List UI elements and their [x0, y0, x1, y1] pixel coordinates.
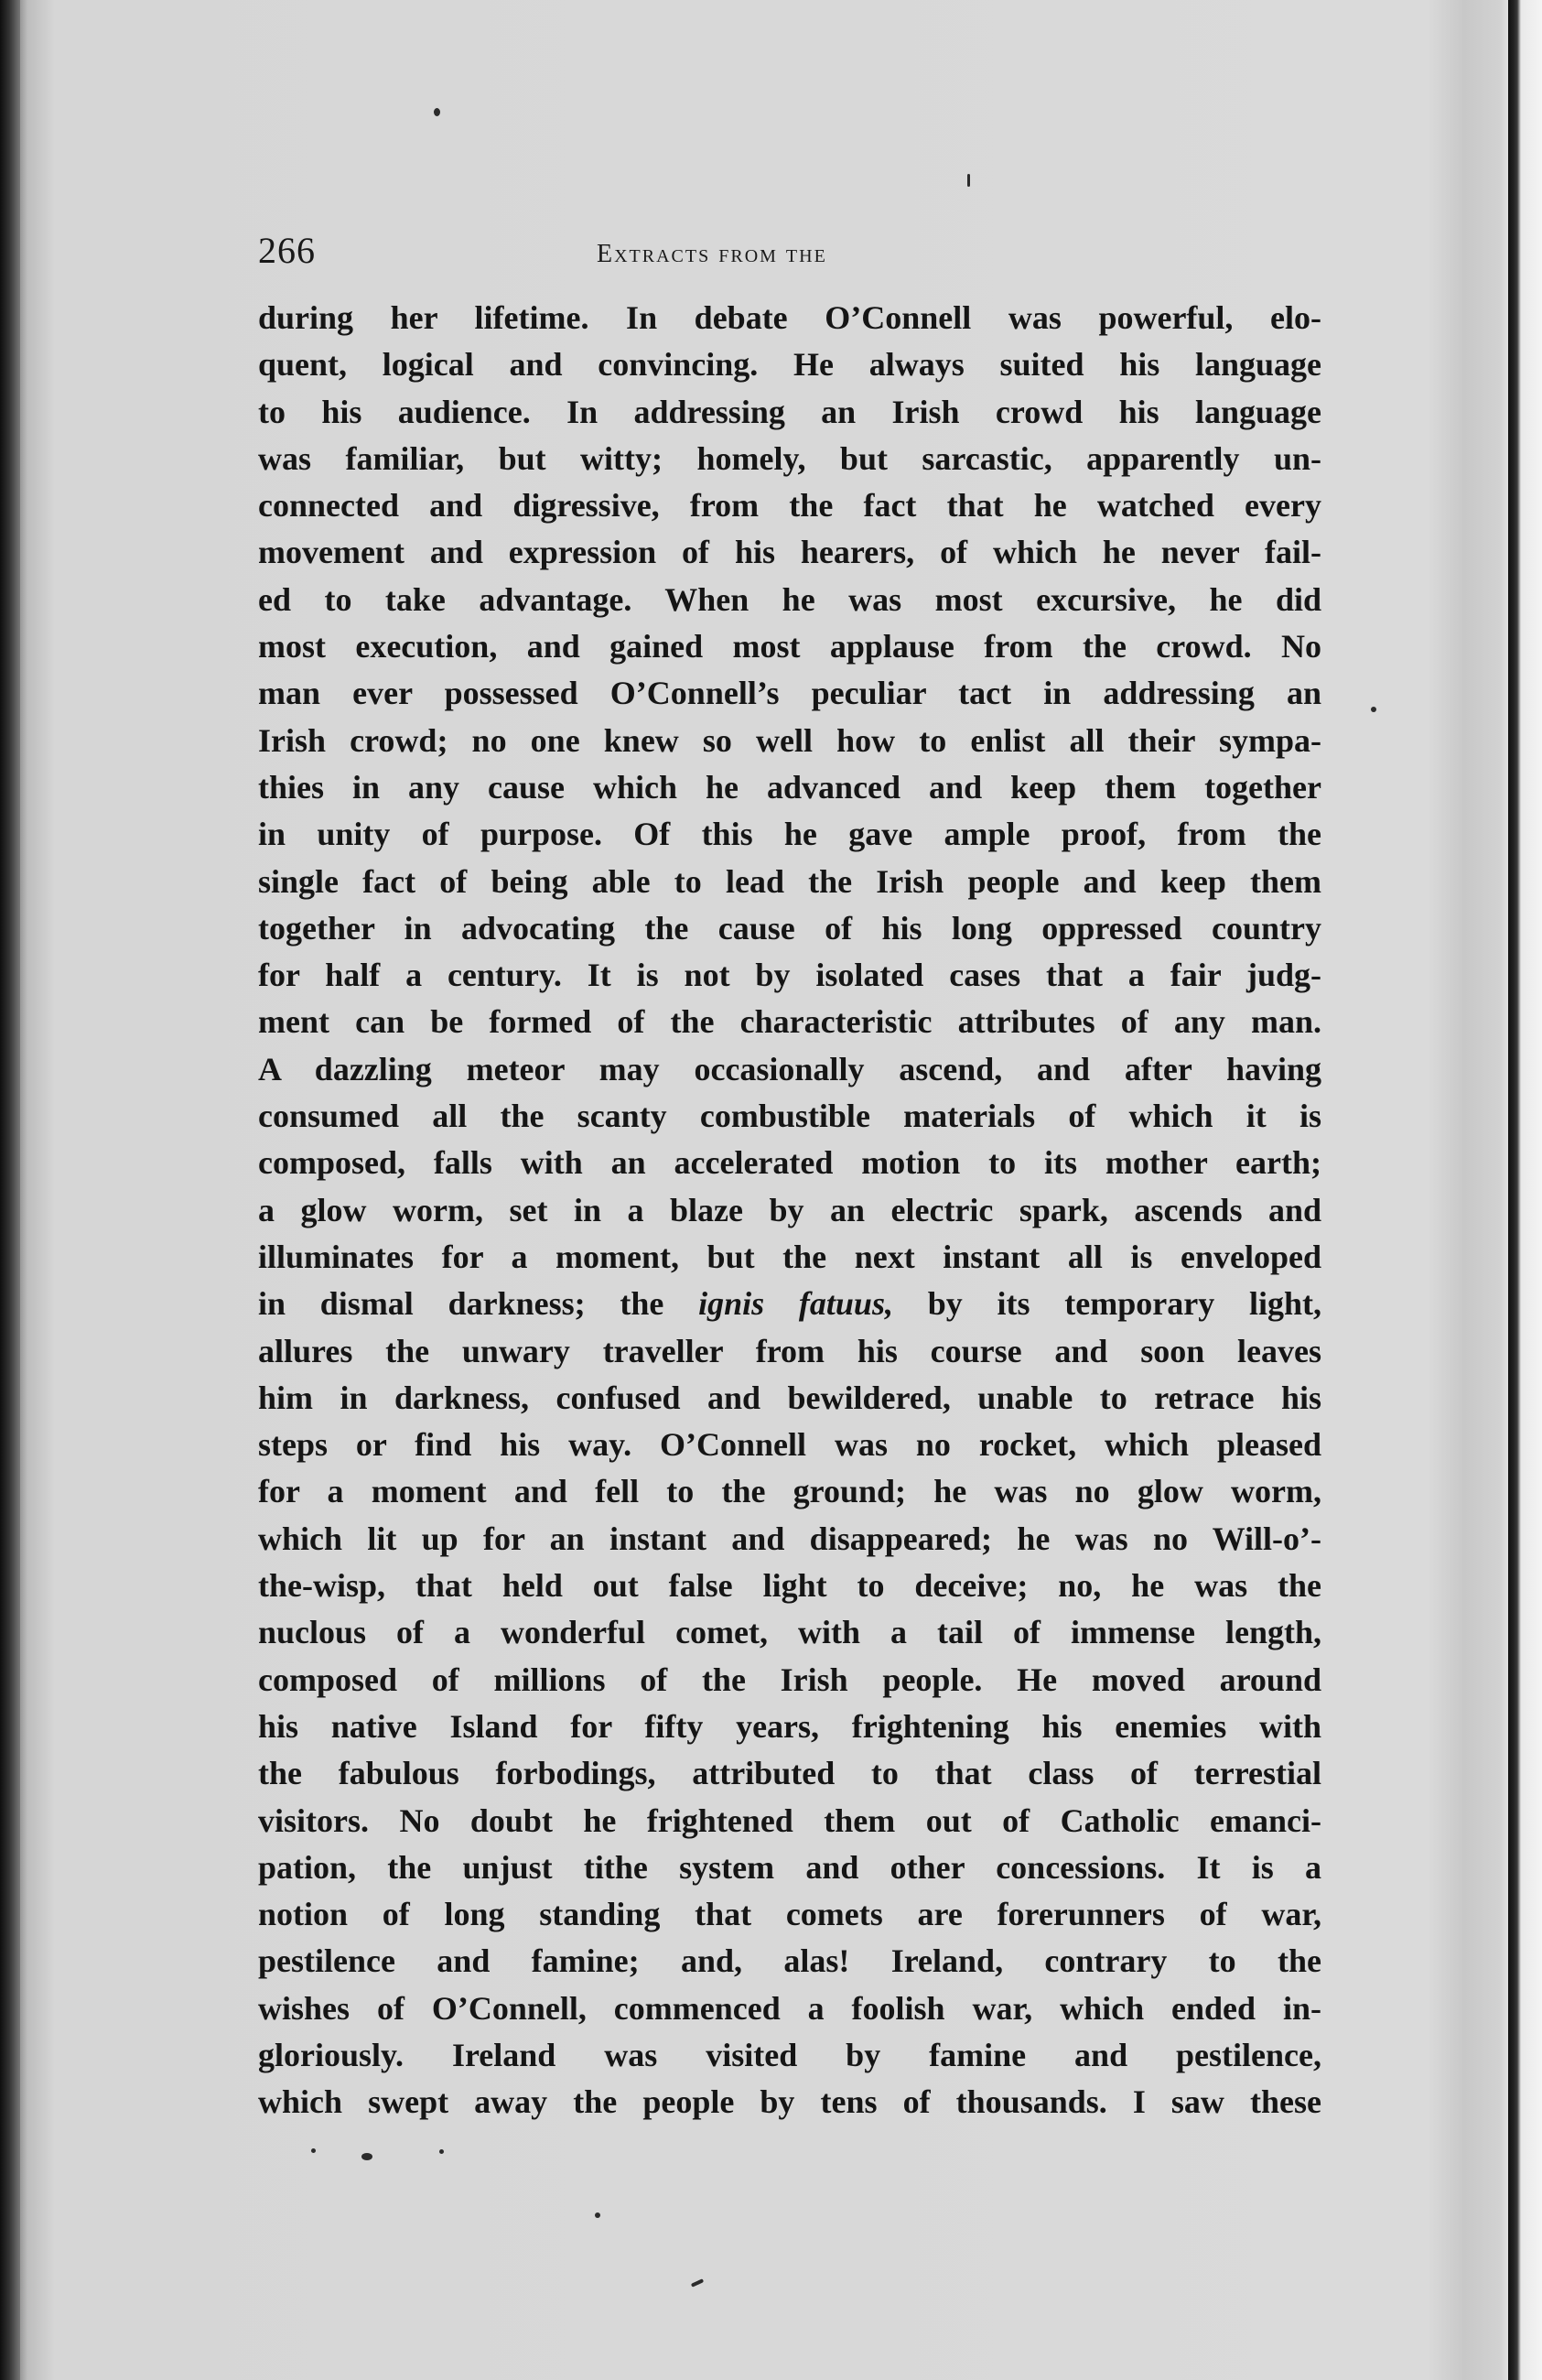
ink-speck	[311, 2148, 316, 2153]
ink-speck	[361, 2153, 372, 2160]
text-line: notion of long standing that comets are forerunners of war,	[258, 1896, 1321, 1933]
text-line: during her lifetime. In debate O’Connell was powerful, elo-	[258, 299, 1321, 336]
body-text	[258, 295, 1321, 2126]
text-line: most execution, and gained most applause from the crowd. No	[258, 628, 1321, 665]
text-line: A dazzling meteor may occasionally ascend, and after having	[258, 1050, 1321, 1087]
text-line: pation, the unjust tithe system and other concessions. It is a	[258, 1848, 1321, 1886]
text-line: the fabulous forbodings, attributed to that class of terrestial	[258, 1755, 1321, 1792]
text-line: ment can be formed of the characteristic attributes of any man.	[258, 1003, 1321, 1041]
text-line: his native Island for fifty years, frightening his enemies with	[258, 1707, 1321, 1745]
ignis-fatuus-italic: ignis fatuus,	[698, 1285, 893, 1323]
text-line: for a moment and fell to the ground; he was no glow worm,	[258, 1473, 1321, 1510]
text-line: which lit up for an instant and disappeared; he was no Will-o’-	[258, 1520, 1321, 1557]
text-line: composed of millions of the Irish people. He moved around	[258, 1661, 1321, 1698]
text-line: him in darkness, confused and bewildered, unable to retrace his	[258, 1379, 1321, 1416]
ink-speck	[967, 174, 970, 187]
text-line: connected and digressive, from the fact that he watched every	[258, 487, 1321, 525]
text-line: movement and expression of his hearers, of which he never fail-	[258, 534, 1321, 571]
text-line: in unity of purpose. Of this he gave ample proof, from the	[258, 816, 1321, 853]
text-line: composed, falls with an accelerated motion to its mother earth;	[258, 1144, 1321, 1182]
text-line: ed to take advantage. When he was most excursive, he did	[258, 580, 1321, 618]
text-line: the-wisp, that held out false light to deceive; no, he was the	[258, 1567, 1321, 1605]
ink-speck	[691, 2278, 704, 2288]
text-line: single fact of being able to lead the Irish people and keep them	[258, 862, 1321, 900]
ink-speck	[595, 2212, 600, 2218]
page-number: 266	[258, 230, 316, 271]
text-line: quent, logical and convincing. He always suited his language	[258, 346, 1321, 384]
text-line: man ever possessed O’Connell’s peculiar tact in addressing an	[258, 675, 1321, 712]
text-line: nuclous of a wonderful comet, with a tail of immense length,	[258, 1614, 1321, 1651]
text-line: thies in any cause which he advanced and keep them together	[258, 768, 1321, 806]
running-head	[258, 229, 1338, 284]
text-line: was familiar, but witty; homely, but sarcastic, apparently un-	[258, 439, 1321, 477]
text-line: which swept away the people by tens of thousands. I saw these	[258, 2083, 1321, 2121]
text-line: gloriously. Ireland was visited by famine and pestilence,	[258, 2036, 1321, 2073]
ink-speck	[434, 108, 440, 116]
page-binding-edge	[0, 0, 20, 2380]
text-line: a glow worm, set in a blaze by an electric spark, ascends and	[258, 1191, 1321, 1228]
text-line-ignis	[258, 1281, 1321, 1327]
text-line: together in advocating the cause of his long oppressed country	[258, 909, 1321, 947]
text-line: consumed all the scanty combustible materials of which it is	[258, 1098, 1321, 1135]
text-line: steps or find his way. O’Connell was no rocket, which pleased	[258, 1426, 1321, 1464]
text-line: for half a century. It is not by isolated cases that a fair judg-	[258, 957, 1321, 994]
running-title: Extracts from the	[597, 240, 827, 268]
ignis-line-after: by its temporary light,	[892, 1285, 1321, 1323]
text-line: pestilence and famine; and, alas! Ireland, contrary to the	[258, 1942, 1321, 1980]
text-line: allures the unwary traveller from his course and soon leaves	[258, 1332, 1321, 1369]
text-line: wishes of O’Connell, commenced a foolish war, which ended in-	[258, 1989, 1321, 2027]
ink-speck	[439, 2149, 444, 2154]
page-right-edge	[1508, 0, 1542, 2380]
ink-speck	[1371, 707, 1376, 712]
text-line: to his audience. In addressing an Irish crowd his language	[258, 393, 1321, 430]
text-line: illuminates for a moment, but the next instant all is enveloped	[258, 1238, 1321, 1275]
ignis-line-before: in dismal darkness; the	[258, 1285, 699, 1323]
text-line: Irish crowd; no one knew so well how to enlist all their sympa-	[258, 721, 1321, 759]
text-line: visitors. No doubt he frightened them out of Catholic emanci-	[258, 1801, 1321, 1839]
